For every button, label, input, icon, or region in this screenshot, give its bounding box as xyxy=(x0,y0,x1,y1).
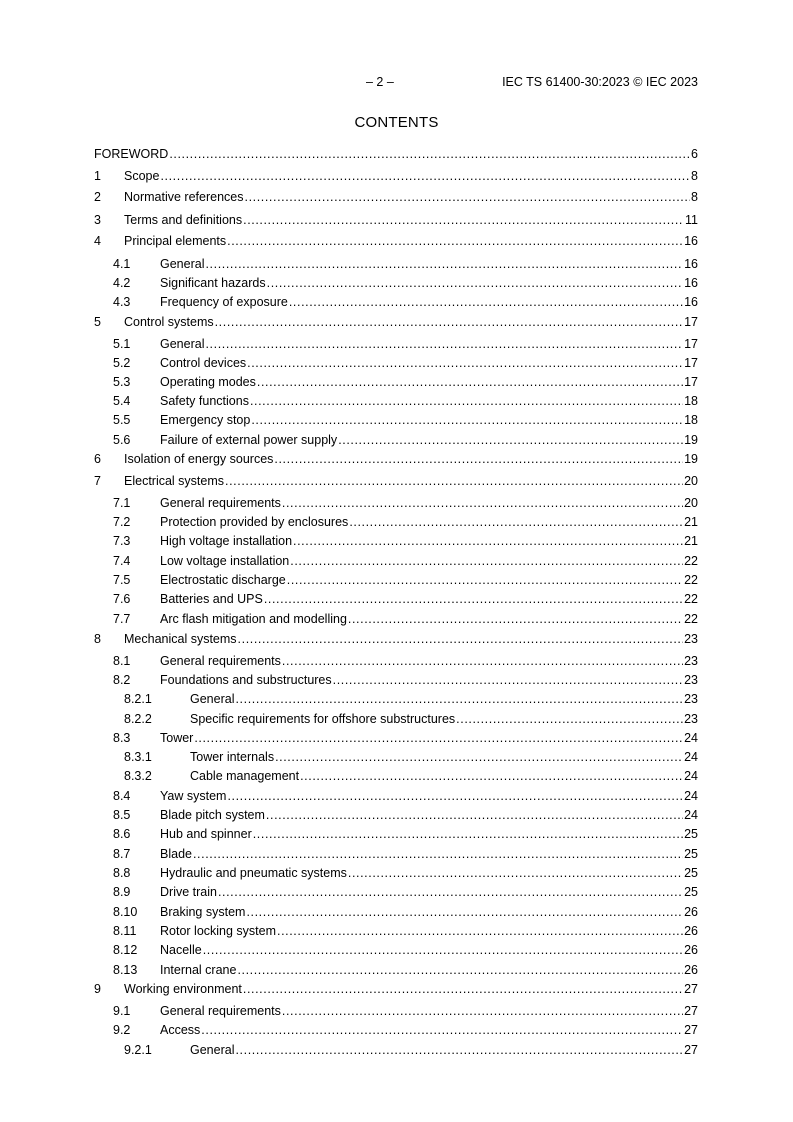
toc-entry[interactable] xyxy=(0,432,793,448)
toc-entry-page: 17 xyxy=(684,337,698,351)
toc-entry[interactable] xyxy=(0,691,793,707)
toc-entry-number: 4.1 xyxy=(113,257,131,271)
toc-entry[interactable] xyxy=(0,981,793,997)
toc-entry-label: General requirements xyxy=(160,654,281,668)
toc-entry-number: 6 xyxy=(94,452,101,466)
toc-entry[interactable] xyxy=(0,393,793,409)
toc-entry-page: 17 xyxy=(684,375,698,389)
toc-leader-dots xyxy=(277,923,683,939)
toc-entry-number: 8.8 xyxy=(113,866,131,880)
toc-leader-dots xyxy=(456,711,683,727)
toc-entry-label: General xyxy=(190,692,235,706)
toc-entry-page: 6 xyxy=(691,147,698,161)
toc-leader-dots xyxy=(243,981,683,997)
toc-entry-label: Electrostatic discharge xyxy=(160,573,286,587)
toc-entry-page: 21 xyxy=(684,534,698,548)
toc-entry-number: 8.4 xyxy=(113,789,131,803)
toc-entry-label: Tower internals xyxy=(190,750,275,764)
toc-entry-page: 25 xyxy=(684,827,698,841)
toc-entry-label: Blade pitch system xyxy=(160,808,265,822)
toc-leader-dots xyxy=(257,374,683,390)
toc-entry[interactable] xyxy=(0,212,793,228)
toc-entry-label: Tower xyxy=(160,731,194,745)
toc-entry[interactable] xyxy=(0,355,793,371)
toc-entry-label: Electrical systems xyxy=(124,474,225,488)
toc-entry-label: Foundations and substructures xyxy=(160,673,332,687)
toc-entry-page: 26 xyxy=(684,943,698,957)
toc-entry-page: 27 xyxy=(684,1043,698,1057)
toc-leader-dots xyxy=(245,189,691,205)
toc-entry-page: 22 xyxy=(684,573,698,587)
toc-entry-page: 27 xyxy=(684,982,698,996)
toc-entry[interactable] xyxy=(0,533,793,549)
toc-entry-number: 8 xyxy=(94,632,101,646)
toc-entry[interactable] xyxy=(0,962,793,978)
toc-entry-page: 16 xyxy=(684,276,698,290)
toc-leader-dots xyxy=(348,865,683,881)
toc-entry-label: Arc flash mitigation and modelling xyxy=(160,612,347,626)
toc-entry-page: 26 xyxy=(684,963,698,977)
toc-entry[interactable] xyxy=(0,314,793,330)
toc-entry[interactable] xyxy=(0,942,793,958)
toc-entry-number: 7.1 xyxy=(113,496,131,510)
toc-entry-number: 8.2.2 xyxy=(124,712,152,726)
toc-entry[interactable] xyxy=(0,1022,793,1038)
toc-leader-dots xyxy=(227,788,683,804)
toc-entry-label: General xyxy=(160,257,205,271)
toc-leader-dots xyxy=(160,168,690,184)
toc-entry-number: 7.4 xyxy=(113,554,131,568)
toc-entry-label: Failure of external power supply xyxy=(160,433,338,447)
toc-entry-number: 9.2 xyxy=(113,1023,131,1037)
toc-entry-page: 18 xyxy=(684,413,698,427)
toc-entry-label: Significant hazards xyxy=(160,276,266,290)
toc-leader-dots xyxy=(215,314,683,330)
toc-entry[interactable] xyxy=(0,591,793,607)
toc-entry[interactable] xyxy=(0,374,793,390)
page-number: – 2 – xyxy=(366,75,394,89)
toc-entry-page: 8 xyxy=(691,190,698,204)
toc-entry-label: Yaw system xyxy=(160,789,227,803)
toc-entry-label: Access xyxy=(160,1023,201,1037)
toc-entry[interactable] xyxy=(0,473,793,489)
toc-leader-dots xyxy=(218,884,683,900)
toc-entry-label: Internal crane xyxy=(160,963,237,977)
toc-entry-page: 25 xyxy=(684,847,698,861)
toc-entry-page: 17 xyxy=(684,356,698,370)
toc-entry-page: 20 xyxy=(684,474,698,488)
toc-entry-number: 8.3.1 xyxy=(124,750,152,764)
toc-entry-number: 7.3 xyxy=(113,534,131,548)
toc-leader-dots xyxy=(250,393,683,409)
toc-entry-page: 24 xyxy=(684,750,698,764)
toc-entry-number: 5.4 xyxy=(113,394,131,408)
toc-entry-label: Control devices xyxy=(160,356,247,370)
toc-entry[interactable] xyxy=(0,611,793,627)
toc-entry-label: Specific requirements for offshore substructures xyxy=(190,712,456,726)
toc-entry-page: 16 xyxy=(684,257,698,271)
toc-leader-dots xyxy=(338,432,683,448)
toc-leader-dots xyxy=(246,904,683,920)
toc-entry-page: 26 xyxy=(684,905,698,919)
toc-entry[interactable] xyxy=(0,495,793,511)
toc-entry-number: 8.5 xyxy=(113,808,131,822)
toc-leader-dots xyxy=(205,336,683,352)
toc-entry[interactable] xyxy=(0,631,793,647)
toc-entry-page: 18 xyxy=(684,394,698,408)
toc-leader-dots xyxy=(282,1003,683,1019)
toc-entry-label: General xyxy=(160,337,205,351)
toc-entry-label: Isolation of energy sources xyxy=(124,452,274,466)
toc-entry-label: Safety functions xyxy=(160,394,249,408)
toc-entry-label: Principal elements xyxy=(124,234,227,248)
toc-entry-page: 27 xyxy=(684,1004,698,1018)
toc-entry[interactable] xyxy=(0,826,793,842)
toc-leader-dots xyxy=(225,473,683,489)
toc-entry-number: 5.3 xyxy=(113,375,131,389)
toc-entry-number: 5.5 xyxy=(113,413,131,427)
toc-entry-label: Low voltage installation xyxy=(160,554,290,568)
toc-entry-page: 11 xyxy=(685,213,698,227)
toc-entry[interactable] xyxy=(0,336,793,352)
toc-entry[interactable] xyxy=(0,553,793,569)
toc-entry-label: FOREWORD xyxy=(94,147,169,161)
toc-entry[interactable] xyxy=(0,672,793,688)
toc-entry-page: 19 xyxy=(684,433,698,447)
toc-entry[interactable] xyxy=(0,189,793,205)
toc-entry-page: 23 xyxy=(684,692,698,706)
toc-entry-number: 8.3 xyxy=(113,731,131,745)
toc-entry-number: 5.1 xyxy=(113,337,131,351)
toc-entry-page: 25 xyxy=(684,866,698,880)
toc-leader-dots xyxy=(169,146,690,162)
toc-entry-number: 9.2.1 xyxy=(124,1043,152,1057)
toc-entry[interactable] xyxy=(0,294,793,310)
toc-entry-number: 5 xyxy=(94,315,101,329)
toc-entry-page: 23 xyxy=(684,712,698,726)
toc-entry-page: 8 xyxy=(691,169,698,183)
toc-leader-dots xyxy=(275,749,683,765)
toc-entry-page: 22 xyxy=(684,592,698,606)
toc-entry-label: Drive train xyxy=(160,885,217,899)
toc-entry[interactable] xyxy=(0,1003,793,1019)
toc-entry[interactable] xyxy=(0,884,793,900)
toc-leader-dots xyxy=(300,768,683,784)
toc-entry-label: General requirements xyxy=(160,496,281,510)
toc-entry-number: 8.1 xyxy=(113,654,131,668)
toc-entry-label: Mechanical systems xyxy=(124,632,237,646)
toc-entry-page: 24 xyxy=(684,808,698,822)
page-header xyxy=(0,75,793,93)
toc-entry[interactable] xyxy=(0,233,793,249)
toc-entry-page: 26 xyxy=(684,924,698,938)
toc-leader-dots xyxy=(264,591,683,607)
toc-leader-dots xyxy=(235,1042,683,1058)
toc-entry-page: 19 xyxy=(684,452,698,466)
toc-entry-number: 2 xyxy=(94,190,101,204)
toc-entry-number: 8.6 xyxy=(113,827,131,841)
toc-entry-number: 7.7 xyxy=(113,612,131,626)
toc-entry-page: 16 xyxy=(684,295,698,309)
toc-entry-label: High voltage installation xyxy=(160,534,293,548)
toc-leader-dots xyxy=(247,355,683,371)
toc-leader-dots xyxy=(251,412,683,428)
toc-entry-page: 25 xyxy=(684,885,698,899)
toc-leader-dots xyxy=(348,611,683,627)
toc-entry-number: 7.2 xyxy=(113,515,131,529)
toc-entry-label: Batteries and UPS xyxy=(160,592,263,606)
toc-entry-page: 23 xyxy=(684,654,698,668)
toc-entry-number: 4 xyxy=(94,234,101,248)
toc-entry-number: 8.10 xyxy=(113,905,138,919)
toc-entry-page: 23 xyxy=(684,632,698,646)
toc-entry-number: 8.2 xyxy=(113,673,131,687)
toc-entry-label: Hydraulic and pneumatic systems xyxy=(160,866,347,880)
toc-entry-number: 8.12 xyxy=(113,943,138,957)
toc-entry-number: 7 xyxy=(94,474,101,488)
toc-leader-dots xyxy=(267,275,683,291)
toc-entry-label: Rotor locking system xyxy=(160,924,277,938)
toc-leader-dots xyxy=(243,212,684,228)
toc-leader-dots xyxy=(266,807,683,823)
toc-entry-label: General xyxy=(190,1043,235,1057)
toc-entry[interactable] xyxy=(0,788,793,804)
toc-entry-page: 24 xyxy=(684,769,698,783)
toc-entry[interactable] xyxy=(0,412,793,428)
toc-entry-page: 27 xyxy=(684,1023,698,1037)
toc-entry-label: Frequency of exposure xyxy=(160,295,288,309)
toc-leader-dots xyxy=(193,846,683,862)
toc-entry-page: 24 xyxy=(684,789,698,803)
toc-entry-page: 22 xyxy=(684,612,698,626)
toc-leader-dots xyxy=(227,233,683,249)
toc-entry[interactable] xyxy=(0,256,793,272)
toc-entry[interactable] xyxy=(0,846,793,862)
document-reference: IEC TS 61400-30:2023 © IEC 2023 xyxy=(502,75,698,89)
toc-entry-number: 8.13 xyxy=(113,963,138,977)
toc-entry[interactable] xyxy=(0,275,793,291)
toc-entry[interactable] xyxy=(0,730,793,746)
toc-entry[interactable] xyxy=(0,146,793,162)
toc-leader-dots xyxy=(282,653,683,669)
toc-entry-number: 7.6 xyxy=(113,592,131,606)
toc-entry[interactable] xyxy=(0,865,793,881)
toc-leader-dots xyxy=(235,691,683,707)
toc-entry-number: 8.7 xyxy=(113,847,131,861)
toc-entry-page: 24 xyxy=(684,731,698,745)
toc-leader-dots xyxy=(237,962,683,978)
toc-entry-number: 3 xyxy=(94,213,101,227)
toc-entry-number: 5.2 xyxy=(113,356,131,370)
toc-entry-label: Normative references xyxy=(124,190,244,204)
toc-entry-page: 23 xyxy=(684,673,698,687)
toc-entry-label: Nacelle xyxy=(160,943,202,957)
toc-entry-label: Scope xyxy=(124,169,160,183)
toc-entry[interactable] xyxy=(0,749,793,765)
page-title: CONTENTS xyxy=(354,114,439,131)
toc-entry-label: Hub and spinner xyxy=(160,827,252,841)
toc-entry-number: 5.6 xyxy=(113,433,131,447)
toc-entry-number: 9.1 xyxy=(113,1004,131,1018)
toc-entry-label: Working environment xyxy=(124,982,242,996)
toc-entry-number: 8.9 xyxy=(113,885,131,899)
toc-entry-label: Control systems xyxy=(124,315,214,329)
toc-entry-label: General requirements xyxy=(160,1004,281,1018)
toc-entry[interactable] xyxy=(0,514,793,530)
toc-entry[interactable] xyxy=(0,572,793,588)
toc-entry-page: 17 xyxy=(684,315,698,329)
toc-entry[interactable] xyxy=(0,1042,793,1058)
toc-entry-number: 4.3 xyxy=(113,295,131,309)
toc-entry[interactable] xyxy=(0,768,793,784)
toc-entry-number: 1 xyxy=(94,169,101,183)
toc-leader-dots xyxy=(349,514,683,530)
toc-entry-label: Terms and definitions xyxy=(124,213,243,227)
toc-entry[interactable] xyxy=(0,168,793,184)
toc-entry[interactable] xyxy=(0,904,793,920)
toc-leader-dots xyxy=(333,672,683,688)
toc-leader-dots xyxy=(205,256,683,272)
toc-leader-dots xyxy=(287,572,683,588)
toc-leader-dots xyxy=(274,451,683,467)
toc-entry-label: Cable management xyxy=(190,769,300,783)
toc-entry-number: 8.11 xyxy=(113,924,137,938)
toc-leader-dots xyxy=(289,294,683,310)
toc-entry-label: Emergency stop xyxy=(160,413,251,427)
toc-entry-label: Protection provided by enclosures xyxy=(160,515,349,529)
toc-leader-dots xyxy=(238,631,684,647)
toc-entry-label: Blade xyxy=(160,847,192,861)
toc-entry-number: 7.5 xyxy=(113,573,131,587)
toc-leader-dots xyxy=(201,1022,683,1038)
toc-leader-dots xyxy=(282,495,683,511)
toc-entry-page: 22 xyxy=(684,554,698,568)
toc-entry-number: 9 xyxy=(94,982,101,996)
toc-entry[interactable] xyxy=(0,923,793,939)
toc-entry-label: Braking system xyxy=(160,905,246,919)
toc-entry[interactable] xyxy=(0,711,793,727)
toc-entry[interactable] xyxy=(0,653,793,669)
toc-entry[interactable] xyxy=(0,451,793,467)
toc-leader-dots xyxy=(203,942,683,958)
toc-entry-number: 4.2 xyxy=(113,276,131,290)
toc-leader-dots xyxy=(290,553,683,569)
toc-entry-label: Operating modes xyxy=(160,375,256,389)
toc-leader-dots xyxy=(253,826,683,842)
toc-leader-dots xyxy=(293,533,683,549)
toc-entry-page: 16 xyxy=(684,234,698,248)
toc-entry[interactable] xyxy=(0,807,793,823)
toc-entry-number: 8.3.2 xyxy=(124,769,152,783)
toc-entry-number: 8.2.1 xyxy=(124,692,152,706)
toc-entry-page: 21 xyxy=(684,515,698,529)
toc-entry-page: 20 xyxy=(684,496,698,510)
toc-leader-dots xyxy=(194,730,683,746)
